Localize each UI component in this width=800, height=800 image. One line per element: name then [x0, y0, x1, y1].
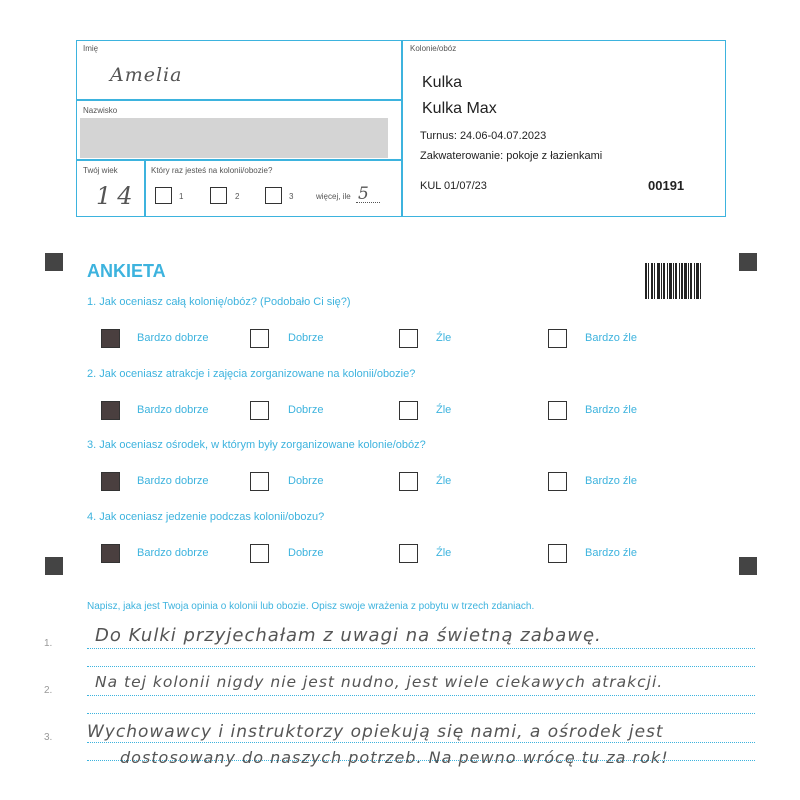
answer-text-3[interactable]: Wychowawcy i instruktorzy opiekują się nami, a ośrodek jest — [87, 722, 664, 742]
question-1: 1. Jak oceniasz całą kolonię/obóz? (Podobało Ci się?) — [87, 296, 351, 308]
q1-option-3-checkbox[interactable] — [399, 329, 418, 348]
q2-option-1-checkbox[interactable] — [101, 401, 120, 420]
answer-line-1b — [87, 666, 755, 667]
question-4: 4. Jak oceniasz jedzenie podczas kolonii/obozu? — [87, 511, 325, 523]
header-divider-age — [144, 159, 146, 217]
accommodation: Zakwaterowanie: pokoje z łazienkami — [420, 150, 603, 162]
q4-option-2-checkbox[interactable] — [250, 544, 269, 563]
answer-line-1 — [87, 648, 755, 649]
line-number-2: 2. — [44, 685, 53, 696]
visit-checkbox-1[interactable] — [155, 187, 172, 204]
q2-option-3-label: Źle — [436, 404, 452, 416]
q3-option-1-label: Bardzo dobrze — [137, 475, 209, 487]
barcode-icon — [645, 263, 701, 299]
q2-option-1-label: Bardzo dobrze — [137, 404, 209, 416]
header-divider-1 — [76, 99, 402, 101]
header-divider-vertical — [401, 40, 403, 217]
turnus: Turnus: 24.06-04.07.2023 — [420, 130, 547, 142]
registration-marker-bottom-right — [739, 557, 757, 575]
answer-line-3 — [87, 742, 755, 743]
q1-option-2-checkbox[interactable] — [250, 329, 269, 348]
age-value[interactable]: 14 — [96, 182, 139, 210]
q3-option-2-checkbox[interactable] — [250, 472, 269, 491]
visit-option-3: 3 — [289, 192, 294, 201]
answer-line-2b — [87, 713, 755, 714]
q2-option-4-label: Bardzo źle — [585, 404, 637, 416]
q2-option-4-checkbox[interactable] — [548, 401, 567, 420]
q4-option-3-label: Źle — [436, 547, 452, 559]
answer-text-2[interactable]: Na tej kolonii nigdy nie jest nudno, jest wiele ciekawych atrakcji. — [95, 673, 664, 691]
last-name-redaction — [80, 118, 388, 158]
line-number-1: 1. — [44, 638, 53, 649]
camp-code: KUL 01/07/23 — [420, 180, 487, 192]
q4-option-3-checkbox[interactable] — [399, 544, 418, 563]
visit-checkbox-2[interactable] — [210, 187, 227, 204]
q1-option-1-label: Bardzo dobrze — [137, 332, 209, 344]
q1-option-4-checkbox[interactable] — [548, 329, 567, 348]
q1-option-1-checkbox[interactable] — [101, 329, 120, 348]
camp-subname: Kulka Max — [422, 100, 497, 117]
question-2: 2. Jak oceniasz atrakcje i zajęcia zorganizowane na kolonii/obozie? — [87, 368, 416, 380]
visit-option-2: 2 — [235, 192, 240, 201]
camp-name: Kulka — [422, 74, 463, 91]
question-3: 3. Jak oceniasz ośrodek, w którym były zorganizowane kolonie/obóz? — [87, 439, 426, 451]
registration-marker-top-left — [45, 253, 63, 271]
camp-label: Kolonie/obóz — [410, 44, 457, 53]
registration-marker-bottom-left — [45, 557, 63, 575]
visit-more-value[interactable]: 5 — [358, 184, 369, 204]
registration-marker-top-right — [739, 253, 757, 271]
line-number-3: 3. — [44, 732, 53, 743]
q1-option-3-label: Źle — [436, 332, 452, 344]
answer-line-2 — [87, 695, 755, 696]
visit-checkbox-3[interactable] — [265, 187, 282, 204]
q1-option-4-label: Bardzo źle — [585, 332, 637, 344]
first-name-label: Imię — [83, 44, 99, 53]
q2-option-2-checkbox[interactable] — [250, 401, 269, 420]
survey-title: ANKIETA — [87, 261, 166, 281]
answer-text-4[interactable]: dostosowany do naszych potrzeb. Na pewno wrócę tu za rok! — [120, 748, 669, 767]
visit-more-label: więcej, ile — [316, 192, 351, 201]
q3-option-2-label: Dobrze — [288, 475, 324, 487]
q3-option-3-checkbox[interactable] — [399, 472, 418, 491]
q3-option-4-label: Bardzo źle — [585, 475, 637, 487]
visit-option-1: 1 — [179, 192, 184, 201]
q3-option-3-label: Źle — [436, 475, 452, 487]
q4-option-4-checkbox[interactable] — [548, 544, 567, 563]
q1-option-2-label: Dobrze — [288, 332, 324, 344]
q4-option-2-label: Dobrze — [288, 547, 324, 559]
q4-option-1-label: Bardzo dobrze — [137, 547, 209, 559]
opinion-prompt: Napisz, jaka jest Twoja opinia o kolonii lub obozie. Opisz swoje wrażenia z pobytu w trzech zdaniach. — [87, 601, 535, 612]
answer-text-1[interactable]: Do Kulki przyjechałam z uwagi na świetną zabawę. — [95, 625, 602, 646]
last-name-label: Nazwisko — [83, 106, 118, 115]
form-number: 00191 — [648, 178, 685, 193]
first-name-value[interactable]: Amelia — [110, 64, 183, 86]
q3-option-1-checkbox[interactable] — [101, 472, 120, 491]
q3-option-4-checkbox[interactable] — [548, 472, 567, 491]
q2-option-2-label: Dobrze — [288, 404, 324, 416]
header-divider-2 — [76, 159, 402, 161]
q4-option-4-label: Bardzo źle — [585, 547, 637, 559]
q2-option-3-checkbox[interactable] — [399, 401, 418, 420]
age-label: Twój wiek — [83, 166, 118, 175]
visit-label: Który raz jesteś na kolonii/obozie? — [151, 166, 273, 175]
q4-option-1-checkbox[interactable] — [101, 544, 120, 563]
